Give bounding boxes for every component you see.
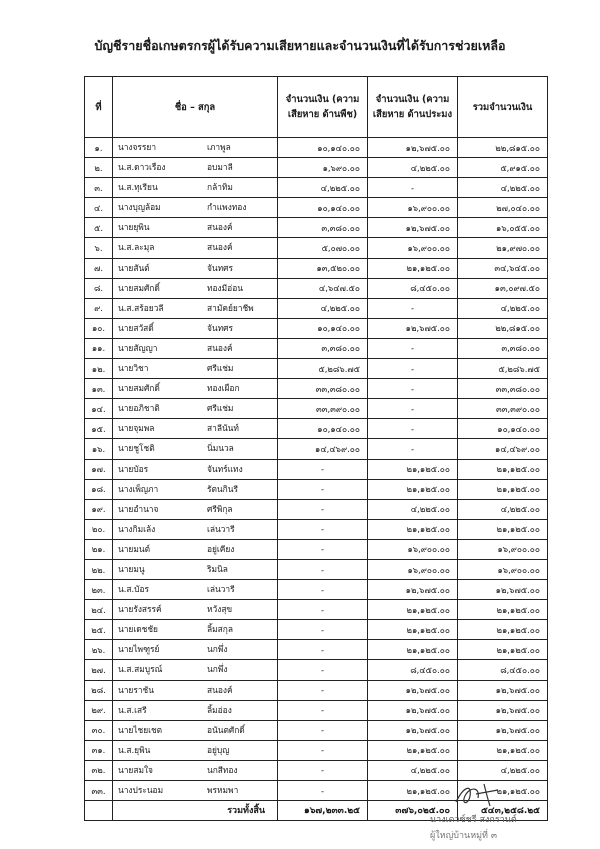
fishery-amount: ๑๒,๖๗๕.๐๐ [368, 700, 458, 720]
total-amount: ๒๑,๑๒๕.๐๐ [458, 459, 548, 479]
crop-amount: ๓๓,๓๙๐.๐๐ [278, 399, 368, 419]
table-row [85, 298, 548, 318]
farmer-name [113, 379, 278, 399]
farmer-name [113, 158, 278, 178]
last-name: ทองเผือก [207, 383, 240, 394]
row-number: ๓๒. [85, 760, 113, 780]
table-row [85, 620, 548, 640]
crop-amount: - [278, 479, 368, 499]
farmer-name [113, 740, 278, 760]
total-amount: ๓๓,๓๘๐.๐๐ [458, 379, 548, 399]
first-name: นางบุญล้อม [118, 202, 161, 213]
beneficiary-table-container [84, 76, 547, 821]
table-row [85, 178, 548, 198]
total-amount: ๒๑,๙๗๐.๐๐ [458, 238, 548, 258]
first-name: นายไชยเชต [118, 724, 163, 735]
table-row [85, 439, 548, 459]
farmer-name [113, 238, 278, 258]
fishery-amount: ๑๒,๖๗๕.๐๐ [368, 720, 458, 740]
table-row [85, 760, 548, 780]
total-amount: ๔,๒๒๕.๐๐ [458, 499, 548, 519]
total-amount: ๒๗,๐๔๐.๐๐ [458, 198, 548, 218]
fishery-amount: ๔,๒๒๕.๐๐ [368, 760, 458, 780]
header-crop-amount: จำนวนเงิน (ความเสียหาย ด้านพืช) [278, 77, 368, 138]
first-name: นายสันต์ [118, 262, 150, 273]
row-number: ๑๗. [85, 459, 113, 479]
first-name: นายจุมพล [118, 423, 155, 434]
row-number: ๘. [85, 278, 113, 298]
first-name: นายสมศักดิ์ [118, 282, 160, 293]
last-name: จันทร์แทง [207, 463, 243, 474]
farmer-name [113, 178, 278, 198]
crop-amount: ๕,๒๘๖.๗๕ [278, 359, 368, 379]
fishery-amount: ๔,๒๒๕.๐๐ [368, 499, 458, 519]
first-name: นายชูโชติ [118, 443, 155, 454]
farmer-name [113, 499, 278, 519]
total-amount: ๑๒,๖๗๕.๐๐ [458, 680, 548, 700]
total-amount: ๓,๓๘๐.๐๐ [458, 338, 548, 358]
total-amount: ๒๑,๑๒๕.๐๐ [458, 479, 548, 499]
fishery-amount: ๑๒,๖๗๕.๐๐ [368, 218, 458, 238]
crop-amount: ๔,๖๔๗.๕๐ [278, 278, 368, 298]
table-row [85, 640, 548, 660]
first-name: นายวิชา [118, 363, 149, 374]
first-name: นางจรรยา [118, 142, 157, 152]
row-number: ๑๘. [85, 479, 113, 499]
farmer-name [113, 479, 278, 499]
fishery-amount: - [368, 419, 458, 439]
row-number: ๖. [85, 238, 113, 258]
row-number: ๒๔. [85, 600, 113, 620]
row-number: ๑. [85, 138, 113, 158]
row-number: ๓๐. [85, 720, 113, 740]
first-name: นายเดชชัย [118, 624, 158, 635]
last-name: กำแพงทอง [207, 202, 247, 213]
fishery-amount: ๔,๒๒๕.๐๐ [368, 158, 458, 178]
table-row [85, 499, 548, 519]
crop-amount: - [278, 680, 368, 700]
last-name: ศรีแช่ม [207, 403, 234, 414]
farmer-name [113, 459, 278, 479]
first-name: นายสัญญา [118, 342, 158, 353]
fishery-amount: ๒๑,๑๒๕.๐๐ [368, 459, 458, 479]
total-amount: ๒๑,๑๒๕.๐๐ [458, 600, 548, 620]
crop-amount: - [278, 539, 368, 559]
row-number: ๑๓. [85, 379, 113, 399]
crop-amount: - [278, 620, 368, 640]
farmer-name [113, 519, 278, 539]
crop-amount: - [278, 519, 368, 539]
crop-amount: ๔,๒๒๕.๐๐ [278, 298, 368, 318]
total-amount: ๑๒,๖๗๕.๐๐ [458, 700, 548, 720]
table-row [85, 740, 548, 760]
beneficiary-table [84, 76, 548, 821]
table-body [85, 138, 548, 801]
last-name: นกพึ่ง [207, 644, 228, 655]
fishery-amount: ๒๑,๑๒๕.๐๐ [368, 519, 458, 539]
farmer-name [113, 338, 278, 358]
first-name: นายยุพิน [118, 222, 150, 233]
total-amount: ๑๓,๐๙๗.๕๐ [458, 278, 548, 298]
first-name: นายสวัสดิ์ [118, 322, 154, 333]
total-amount: ๑๒,๖๗๕.๐๐ [458, 720, 548, 740]
farmer-name [113, 218, 278, 238]
fishery-amount: ๒๑,๑๒๕.๐๐ [368, 600, 458, 620]
first-name: น.ส.บัอร [118, 584, 150, 595]
first-name: นายสมศักดิ์ [118, 383, 160, 394]
header-no: ที่ [85, 77, 113, 138]
table-row [85, 660, 548, 680]
table-row [85, 338, 548, 358]
total-amount: ๒๑,๑๒๕.๐๐ [458, 640, 548, 660]
row-number: ๓๓. [85, 781, 113, 801]
crop-amount: ๔,๒๒๕.๐๐ [278, 178, 368, 198]
table-row [85, 419, 548, 439]
last-name: พรหมพา [207, 785, 239, 795]
total-amount: ๑๖,๙๐๐.๐๐ [458, 559, 548, 579]
crop-amount: ๑๔,๔๖๙.๐๐ [278, 439, 368, 459]
total-amount: ๒๒,๘๑๕.๐๐ [458, 318, 548, 338]
last-name: นกพึ่ง [207, 664, 228, 675]
last-name: หวังสุข [207, 604, 233, 615]
farmer-name [113, 580, 278, 600]
last-name: สาลีนันท์ [207, 423, 239, 434]
crop-amount: ๓,๓๘๐.๐๐ [278, 218, 368, 238]
last-name: สามัคย์ยาชีพ [207, 302, 254, 313]
total-amount: ๒๒,๘๑๕.๐๐ [458, 138, 548, 158]
first-name: น.ส.สมบูรณ์ [118, 664, 163, 675]
total-amount: ๑๖,๐๕๕.๐๐ [458, 218, 548, 238]
fishery-amount: - [368, 298, 458, 318]
last-name: สนองค์ [207, 684, 233, 695]
row-number: ๒๙. [85, 700, 113, 720]
last-name: เล่นวารี [207, 584, 235, 595]
crop-amount: ๓,๓๘๐.๐๐ [278, 338, 368, 358]
row-number: ๑๑. [85, 338, 113, 358]
header-total-amount: รวมจำนวนเงิน [458, 77, 548, 138]
last-name: อยู่บุญ [207, 744, 230, 755]
table-row [85, 519, 548, 539]
table-row [85, 479, 548, 499]
table-row [85, 700, 548, 720]
farmer-name [113, 640, 278, 660]
total-amount: ๒๑,๑๒๕.๐๐ [458, 620, 548, 640]
table-row [85, 720, 548, 740]
first-name: น.ส.ยุพิน [118, 744, 151, 755]
first-name: น.ส.เสรี [118, 704, 147, 715]
fishery-amount: ๑๖,๙๐๐.๐๐ [368, 559, 458, 579]
fishery-amount: ๒๑,๑๒๕.๐๐ [368, 640, 458, 660]
row-number: ๑๖. [85, 439, 113, 459]
first-name: นายไพฑูรย์ [118, 644, 160, 655]
crop-amount: - [278, 640, 368, 660]
last-name: อยู่เคียง [207, 543, 235, 554]
total-amount: ๕,๒๘๖.๗๕ [458, 359, 548, 379]
crop-amount: - [278, 459, 368, 479]
crop-amount: - [278, 740, 368, 760]
farmer-name [113, 559, 278, 579]
signer-title: ผู้ใหญ่บ้านหมู่ที่ ๓ [430, 831, 497, 841]
last-name: กล้าทิม [207, 182, 233, 193]
row-number: ๒๕. [85, 620, 113, 640]
farmer-name [113, 539, 278, 559]
table-row [85, 680, 548, 700]
fishery-amount: - [368, 399, 458, 419]
row-number: ๒๑. [85, 539, 113, 559]
fishery-amount: ๑๒,๖๗๕.๐๐ [368, 580, 458, 600]
table-row [85, 238, 548, 258]
table-row [85, 580, 548, 600]
fishery-amount: - [368, 338, 458, 358]
first-name: น.ส.ทุเรียน [118, 182, 158, 193]
fishery-amount: ๑๖,๙๐๐.๐๐ [368, 539, 458, 559]
fishery-amount: ๒๑,๑๒๕.๐๐ [368, 620, 458, 640]
table-row [85, 158, 548, 178]
last-name: นกสีทอง [207, 764, 238, 775]
total-amount: ๒๑,๑๒๕.๐๐ [458, 740, 548, 760]
row-number: ๙. [85, 298, 113, 318]
last-name: ลิ้มสกุล [207, 624, 233, 635]
last-name: สนองค์ [207, 222, 233, 233]
crop-amount: ๑๓,๕๒๐.๐๐ [278, 258, 368, 278]
farmer-name [113, 439, 278, 459]
last-name: จันทศร [207, 262, 233, 273]
total-amount: ๒๑,๑๒๕.๐๐ [458, 519, 548, 539]
crop-amount: - [278, 781, 368, 801]
crop-amount: ๑๐,๑๔๐.๐๐ [278, 318, 368, 338]
row-number: ๒๓. [85, 580, 113, 600]
signature-icon [450, 780, 510, 810]
farmer-name [113, 138, 278, 158]
row-number: ๗. [85, 258, 113, 278]
header-fishery-amount: จำนวนเงิน (ความเสียหาย ด้านประมง [368, 77, 458, 138]
page-title: บัญชีรายชื่อเกษตรกรผู้ได้รับความเสียหายและจำนวนเงินที่ได้รับการช่วยเหลือ [94, 38, 506, 53]
fishery-amount: - [368, 439, 458, 459]
row-number: ๒๒. [85, 559, 113, 579]
signer-name: นางเดวซ์ชรี สงกรานต์ [430, 815, 517, 825]
crop-amount: - [278, 700, 368, 720]
last-name: เภาพูล [207, 142, 231, 152]
row-number: ๓. [85, 178, 113, 198]
row-number: ๑๙. [85, 499, 113, 519]
total-amount: ๘,๔๕๐.๐๐ [458, 660, 548, 680]
last-name: ลิ้มอ่อง [207, 704, 232, 715]
first-name: นางประนอม [118, 785, 164, 795]
total-amount: ๓๓,๓๙๐.๐๐ [458, 399, 548, 419]
last-name: เล่นวารี [207, 523, 235, 534]
grand-total-sum: ๕๔๓,๒๕๘.๒๕ [458, 801, 548, 821]
crop-amount: ๑๐,๑๔๐.๐๐ [278, 198, 368, 218]
farmer-name [113, 298, 278, 318]
farmer-name [113, 680, 278, 700]
farmer-name [113, 258, 278, 278]
total-amount: ๕,๙๑๕.๐๐ [458, 158, 548, 178]
last-name: นิ่มนวล [207, 443, 234, 454]
crop-amount: - [278, 600, 368, 620]
crop-amount: ๑๐,๑๔๐.๐๐ [278, 138, 368, 158]
table-row [85, 600, 548, 620]
first-name: น.ส.ดาวเรือง [118, 162, 166, 173]
total-amount: ๓๔,๖๔๕.๐๐ [458, 258, 548, 278]
fishery-amount: ๘,๔๕๐.๐๐ [368, 660, 458, 680]
last-name: ริมนิล [207, 563, 228, 574]
farmer-name [113, 620, 278, 640]
first-name: นายอภิชาติ [118, 403, 160, 414]
last-name: อนันตศักดิ์ [207, 724, 245, 735]
farmer-name [113, 600, 278, 620]
fishery-amount: ๑๖,๙๐๐.๐๐ [368, 238, 458, 258]
first-name: นายมนต์ [118, 543, 151, 554]
last-name: รัตนกินรี [207, 483, 238, 494]
first-name: นายบัอร [118, 463, 149, 474]
first-name: นายราชัน [118, 684, 154, 695]
fishery-amount: ๒๑,๑๒๕.๐๐ [368, 781, 458, 801]
farmer-name [113, 700, 278, 720]
first-name: นายมนู [118, 563, 145, 574]
table-row [85, 379, 548, 399]
first-name: นายสมใจ [118, 764, 153, 775]
grand-total-fishery: ๓๗๖,๐๒๕.๐๐ [368, 801, 458, 821]
grand-total-label: รวมทั้งสิ้น [113, 801, 278, 821]
fishery-amount: ๒๑,๑๒๕.๐๐ [368, 740, 458, 760]
first-name: นางเพ็ญภา [118, 483, 159, 494]
crop-amount: - [278, 760, 368, 780]
first-name: น.ส.ละมุล [118, 242, 155, 253]
crop-amount: ๑๐,๑๔๐.๐๐ [278, 419, 368, 439]
row-number: ๑๕. [85, 419, 113, 439]
farmer-name [113, 781, 278, 801]
row-number: ๒๘. [85, 680, 113, 700]
fishery-amount: ๑๖,๙๐๐.๐๐ [368, 198, 458, 218]
crop-amount: - [278, 580, 368, 600]
grand-total-crop: ๑๖๗,๒๓๓.๒๕ [278, 801, 368, 821]
table-row [85, 459, 548, 479]
fishery-amount: - [368, 359, 458, 379]
table-row [85, 318, 548, 338]
table-row [85, 399, 548, 419]
farmer-name [113, 399, 278, 419]
last-name: สนองค์ [207, 342, 233, 353]
signature-block [430, 780, 580, 842]
total-amount: ๑๔,๔๖๙.๐๐ [458, 439, 548, 459]
fishery-amount: ๘,๔๕๐.๐๐ [368, 278, 458, 298]
farmer-name [113, 198, 278, 218]
first-name: นายอำนาจ [118, 503, 159, 514]
first-name: นายรังสรรค์ [118, 604, 162, 615]
row-number: ๒๐. [85, 519, 113, 539]
grand-total-no-cell [85, 801, 113, 821]
table-header-row [85, 77, 548, 138]
farmer-name [113, 318, 278, 338]
row-number: ๑๒. [85, 359, 113, 379]
farmer-name [113, 760, 278, 780]
farmer-name [113, 419, 278, 439]
fishery-amount: ๑๒,๖๗๕.๐๐ [368, 680, 458, 700]
row-number: ๔. [85, 198, 113, 218]
fishery-amount: ๒๑,๑๒๕.๐๐ [368, 258, 458, 278]
fishery-amount: ๑๒,๖๗๕.๐๐ [368, 138, 458, 158]
header-name: ชื่อ – สกุล [113, 77, 278, 138]
row-number: ๒๗. [85, 660, 113, 680]
fishery-amount: ๑๒,๖๗๕.๐๐ [368, 318, 458, 338]
fishery-amount: ๒๑,๑๒๕.๐๐ [368, 479, 458, 499]
last-name: สนองค์ [207, 242, 233, 253]
total-amount: ๑๐,๑๔๐.๐๐ [458, 419, 548, 439]
total-amount: ๑๖,๙๐๐.๐๐ [458, 539, 548, 559]
last-name: ศรีพิกุล [207, 503, 233, 514]
crop-amount: - [278, 660, 368, 680]
farmer-name [113, 660, 278, 680]
row-number: ๓๑. [85, 740, 113, 760]
row-number: ๑๔. [85, 399, 113, 419]
total-amount: ๔,๒๒๕.๐๐ [458, 298, 548, 318]
last-name: ศรีแช่ม [207, 363, 234, 374]
fishery-amount: - [368, 178, 458, 198]
farmer-name [113, 278, 278, 298]
total-amount: ๑๒,๖๗๕.๐๐ [458, 580, 548, 600]
last-name: อบมาลี [207, 162, 233, 173]
farmer-name [113, 359, 278, 379]
crop-amount: ๑,๖๙๐.๐๐ [278, 158, 368, 178]
crop-amount: - [278, 499, 368, 519]
crop-amount: ๕,๐๗๐.๐๐ [278, 238, 368, 258]
table-row [85, 539, 548, 559]
row-number: ๒๖. [85, 640, 113, 660]
total-amount: ๔,๒๒๕.๐๐ [458, 178, 548, 198]
first-name: นางกิมเล้ง [118, 523, 156, 534]
table-row [85, 198, 548, 218]
table-row [85, 278, 548, 298]
fishery-amount: - [368, 379, 458, 399]
last-name: ทองมีอ่อน [207, 282, 243, 293]
table-row [85, 258, 548, 278]
table-row [85, 359, 548, 379]
last-name: จันทศร [207, 322, 233, 333]
farmer-name [113, 720, 278, 740]
total-amount: ๒๑,๑๒๕.๐๐ [458, 781, 548, 801]
row-number: ๕. [85, 218, 113, 238]
row-number: ๑๐. [85, 318, 113, 338]
table-row [85, 138, 548, 158]
first-name: น.ส.สร้อยวลี [118, 302, 164, 313]
crop-amount: - [278, 559, 368, 579]
table-row [85, 218, 548, 238]
crop-amount: ๓๓,๓๘๐.๐๐ [278, 379, 368, 399]
table-row [85, 559, 548, 579]
total-amount: ๔,๒๒๕.๐๐ [458, 760, 548, 780]
row-number: ๒. [85, 158, 113, 178]
crop-amount: - [278, 720, 368, 740]
